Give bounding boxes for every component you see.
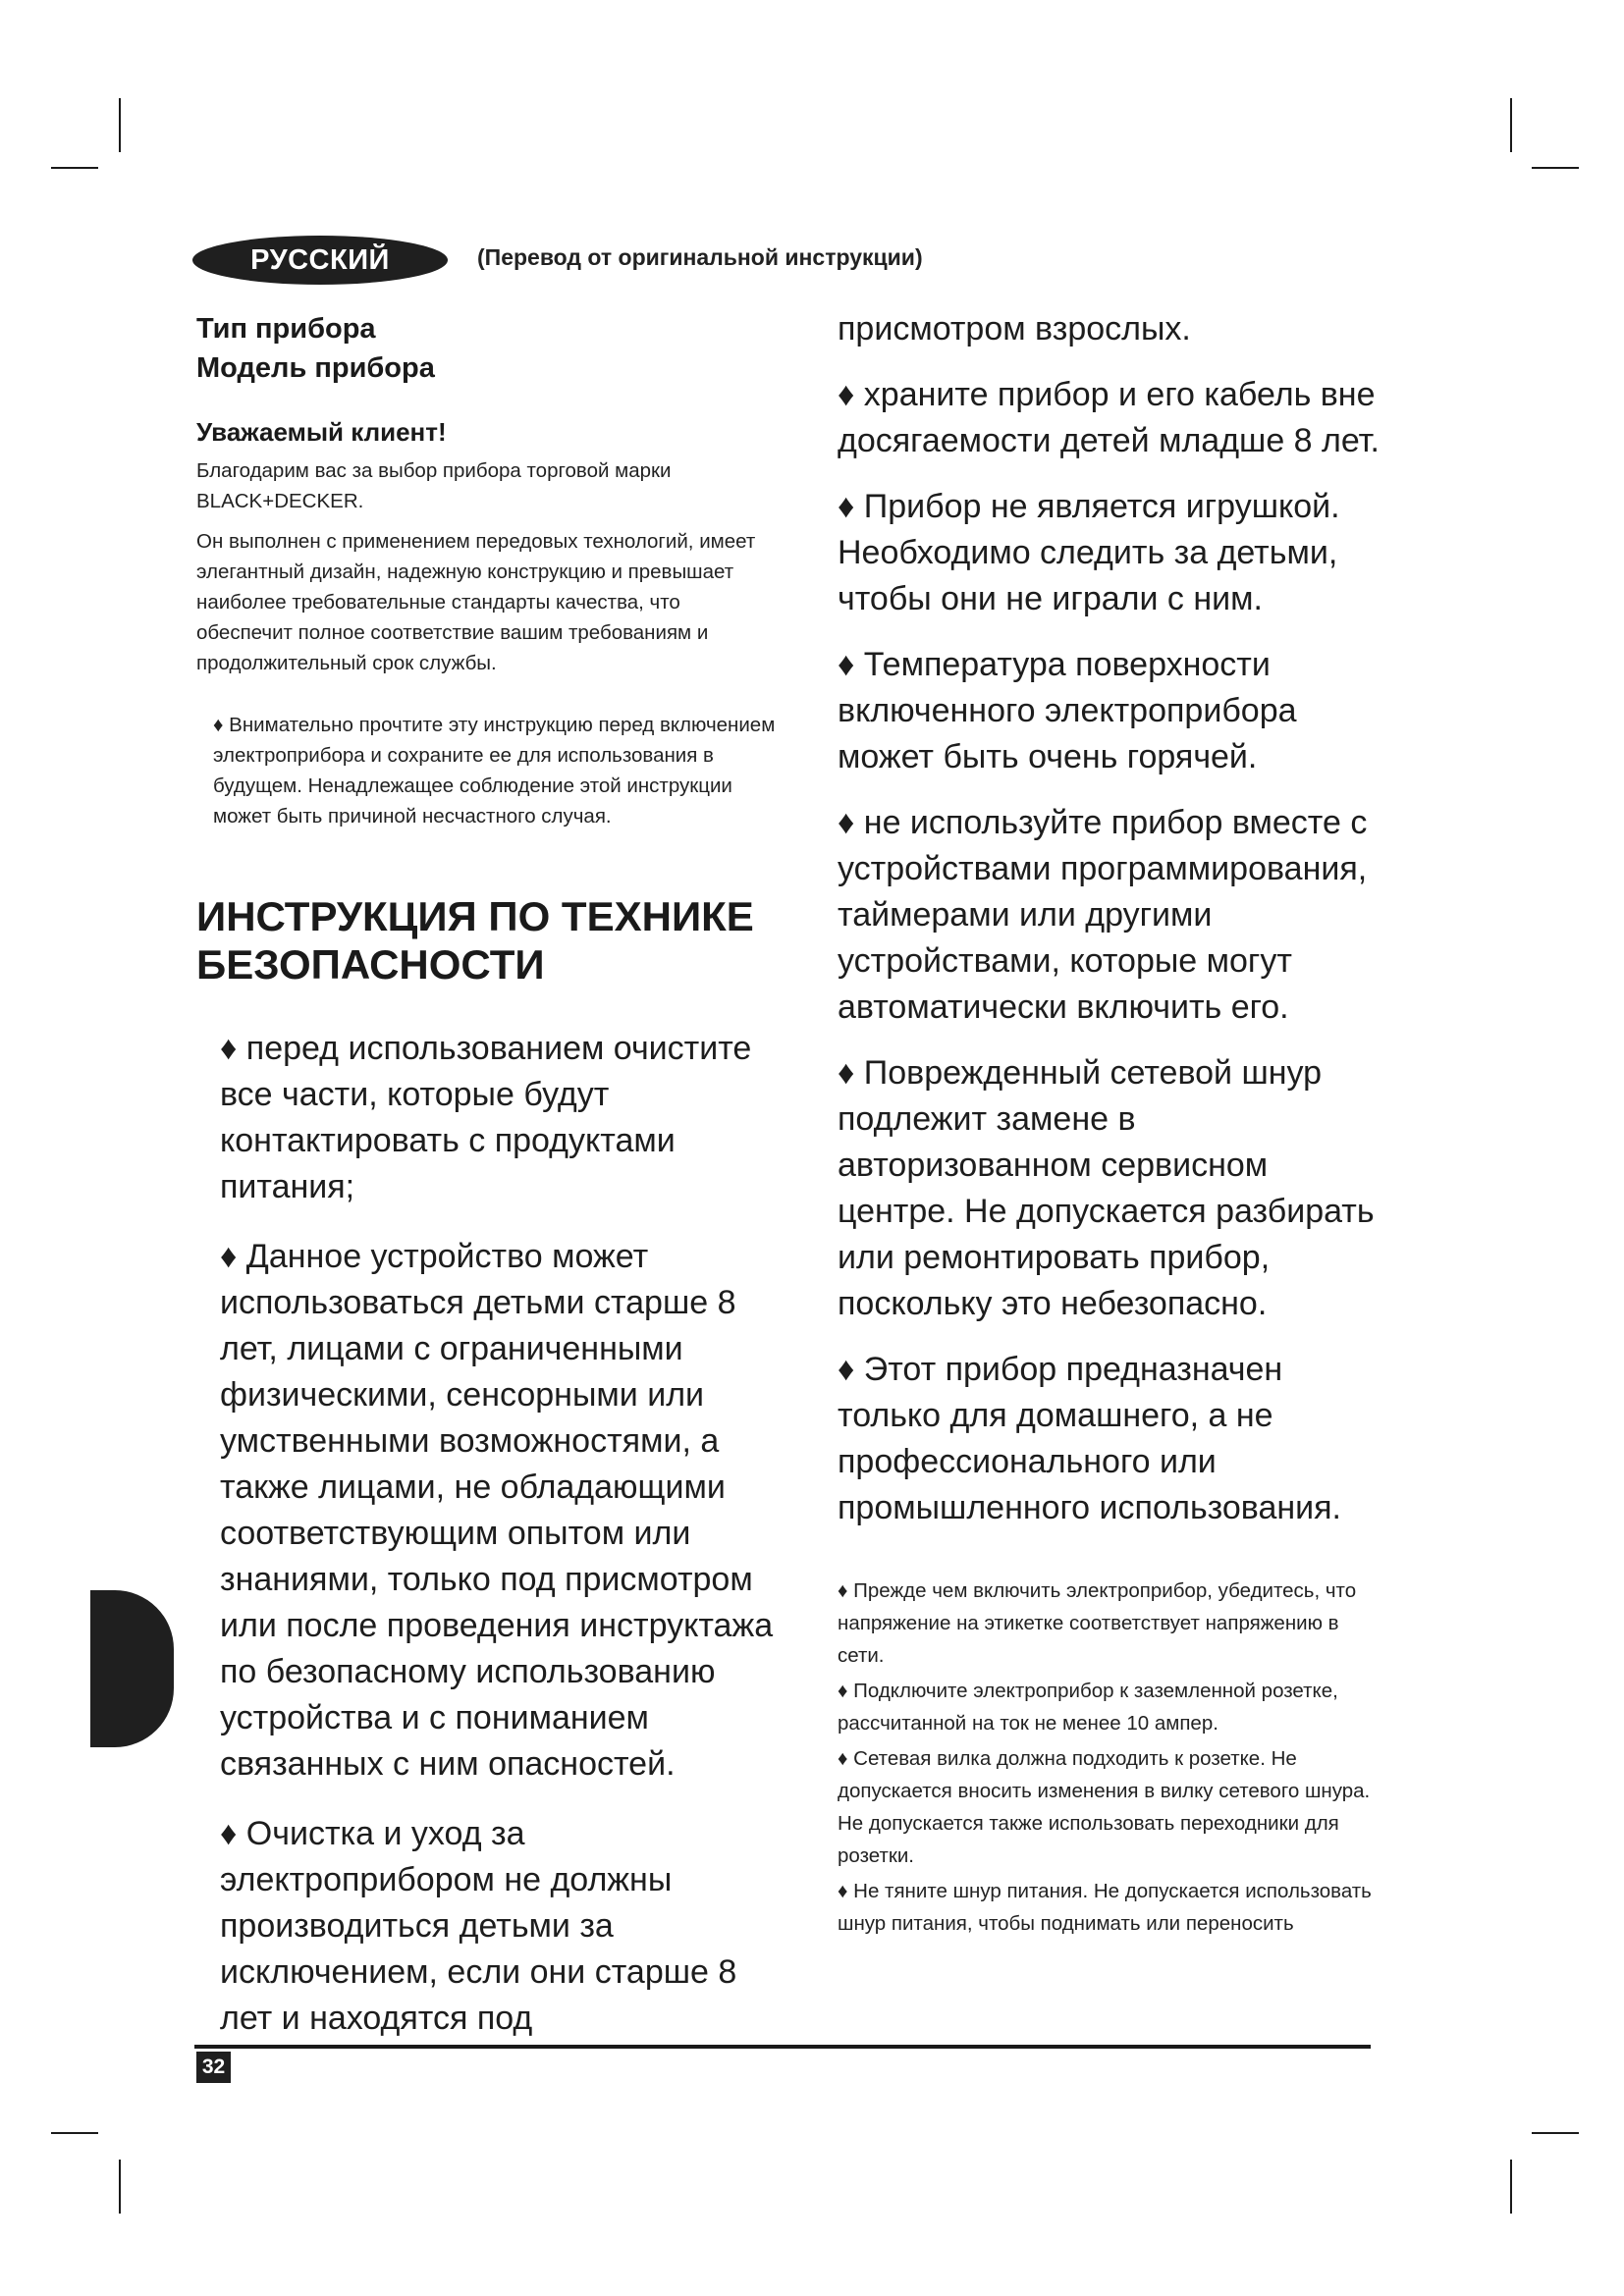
crop-mark <box>1532 167 1579 169</box>
language-thumb-tab <box>90 1590 174 1747</box>
safety-item: присмотром взрослых. <box>838 310 1191 347</box>
crop-mark <box>1532 2132 1579 2134</box>
electrical-safety-item: ♦ Подключите электроприбор к заземленной розетке, рассчитанной на ток не менее 10 ампер. <box>838 1680 1338 1735</box>
safety-item: ♦ Температура поверхности включенного электроприбора может быть очень горячей. <box>838 646 1297 775</box>
safety-title: ИНСТРУКЦИЯ ПО ТЕХНИКЕ БЕЗОПАСНОСТИ <box>196 893 754 988</box>
intro-description: Он выполнен с применением передовых технологий, имеет элегантный дизайн, надежную конструкцию и превышает наиболее требовательные стандарты качества, что обеспечит полное соответствие вашим требованиям и продолжительный срок службы. <box>196 530 756 674</box>
safety-item: ♦ Этот прибор предназначен только для домашнего, а не профессионального или промышленного использования. <box>838 1351 1341 1526</box>
safety-list-right <box>838 306 1387 1531</box>
electrical-safety-item: ♦ Прежде чем включить электроприбор, убедитесь, что напряжение на этикетке соответствует напряжению в сети. <box>838 1579 1357 1667</box>
safety-item: ♦ перед использованием очистите все части, которые будут контактировать с продуктами питания; <box>220 1030 752 1205</box>
language-badge: РУССКИЙ <box>192 236 448 285</box>
page-number: 32 <box>196 2052 231 2083</box>
crop-mark <box>119 2160 121 2214</box>
left-column <box>196 309 776 2065</box>
safety-item: ♦ храните прибор и его кабель вне досягаемости детей младше 8 лет. <box>838 376 1380 459</box>
translation-note: (Перевод от оригинальной инструкции) <box>477 244 923 270</box>
safety-item: ♦ Очистка и уход за электроприбором не должны производиться детьми за исключением, если они старше 8 лет и находятся под <box>220 1815 737 2037</box>
read-instructions-note: ♦ Внимательно прочтите эту инструкцию перед включением электроприбора и сохраните ее для использования в будущем. Ненадлежащее соблюдение этой инструкции может быть причиной несчастного случая. <box>213 714 776 828</box>
crop-mark <box>1510 98 1512 152</box>
safety-item: ♦ Поврежденный сетевой шнур подлежит замене в авторизованном сервисном центре. Не допускается разбирать или ремонтировать прибор, поскольку это небезопасно. <box>838 1054 1375 1322</box>
right-column <box>838 306 1387 1943</box>
safety-item: ♦ Данное устройство может использоваться детьми старше 8 лет, лицами с ограниченными физическими, сенсорными или умственными возможностями, а также лицами, не обладающими соответствующим опытом или знаниями, только под присмотром или после проведения инструктажа по безопасному использованию устройства и с пониманием связанных с ним опасностей. <box>220 1238 774 1783</box>
electrical-safety-item: ♦ Не тяните шнур питания. Не допускается использовать шнур питания, чтобы поднимать или переносить <box>838 1880 1372 1935</box>
safety-item: ♦ Прибор не является игрушкой. Необходимо следить за детьми, чтобы они не играли с ним. <box>838 488 1340 617</box>
safety-item: ♦ не используйте прибор вместе с устройствами программирования, таймерами или другими устройствами, которые могут автоматически включить его. <box>838 804 1368 1026</box>
device-type-label: Тип прибора <box>196 313 376 345</box>
footer-rule <box>194 2045 1371 2049</box>
greeting: Уважаемый клиент! <box>196 417 447 447</box>
crop-mark <box>51 167 98 169</box>
crop-mark <box>119 98 121 152</box>
crop-mark <box>51 2132 98 2134</box>
device-model-label: Модель прибора <box>196 352 435 384</box>
crop-mark <box>1510 2160 1512 2214</box>
electrical-safety-item: ♦ Сетевая вилка должна подходить к розетке. Не допускается вносить изменения в вилку сетевого шнура. Не допускается также использовать переходники для розетки. <box>838 1747 1371 1867</box>
electrical-safety-list <box>838 1575 1387 1940</box>
intro-thanks: Благодарим вас за выбор прибора торговой марки BLACK+DECKER. <box>196 459 672 512</box>
safety-list-left <box>196 1026 776 2042</box>
